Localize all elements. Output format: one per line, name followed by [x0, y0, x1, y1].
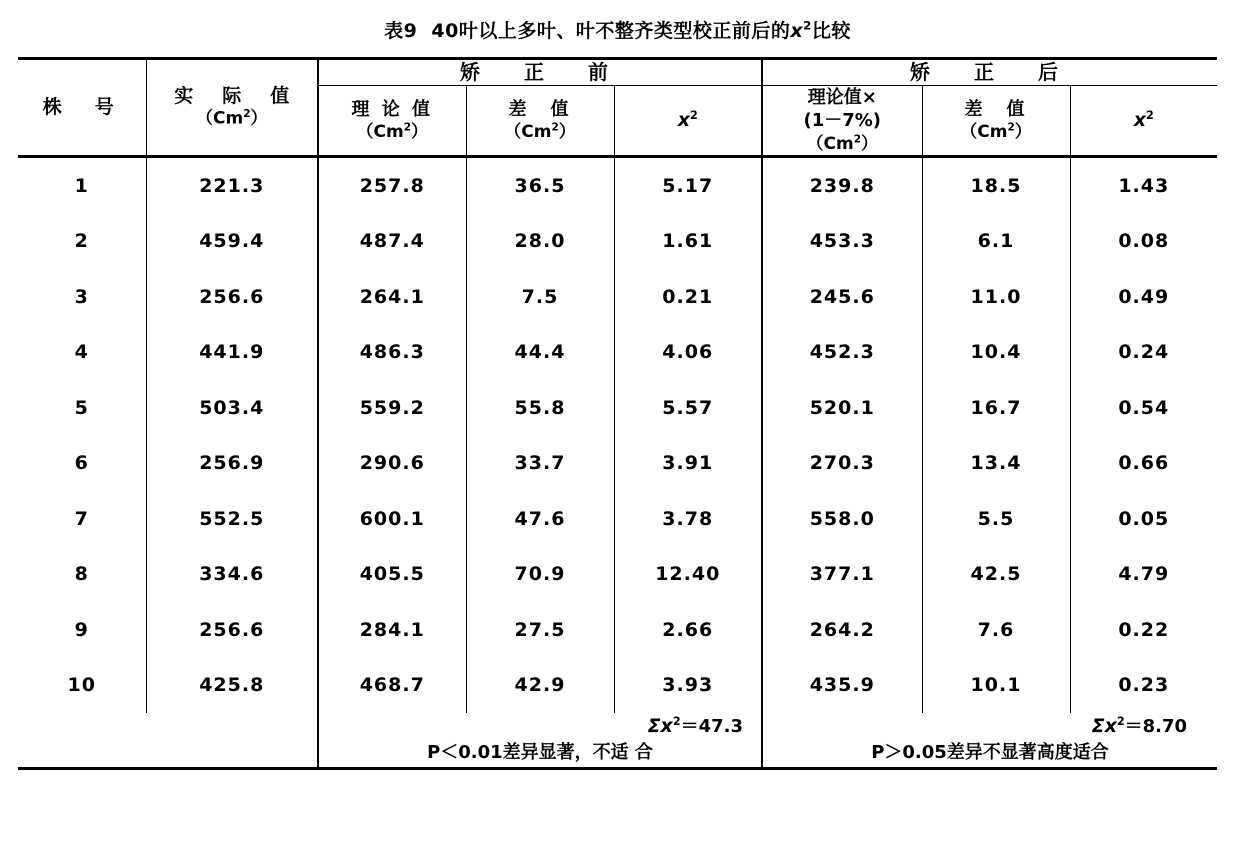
header-before-chi-sup: 2: [690, 109, 698, 123]
cell-no: 6: [74, 452, 89, 475]
header-before-theory-unit-a: （Cm: [356, 122, 404, 143]
cell-actual: 256.6: [146, 269, 318, 325]
cell-after_theory: 239.8: [762, 156, 922, 213]
cell-after_chi: 0.24: [1070, 324, 1217, 380]
header-after-diff-label: 差 值: [964, 98, 1028, 120]
header-after-chi-sup: 2: [1146, 109, 1154, 123]
footer-before-summary: [318, 713, 762, 768]
caption-number: 表9: [384, 20, 418, 42]
cell-after_chi: 0.23: [1070, 657, 1217, 713]
header-before-diff-label: 差 值: [508, 98, 572, 120]
cell-before_theory: 405.5: [318, 546, 466, 602]
cell-before_diff: 28.0: [466, 213, 614, 269]
cell-actual: 221.3: [146, 156, 318, 213]
cell-after_diff: 18.5: [922, 156, 1070, 213]
cell-after_theory: 453.3: [762, 213, 922, 269]
header-after-diff-unit-a: （Cm: [960, 122, 1008, 143]
cell-after_chi: 0.49: [1070, 269, 1217, 325]
header-actual-unit-sup: 2: [243, 108, 251, 121]
header-group-after: 矫 正 后: [762, 59, 1217, 86]
cell-after_diff: 7.6: [922, 602, 1070, 658]
cell-no: 1: [18, 156, 146, 213]
table-row: [18, 546, 1217, 602]
cell-no: 3: [74, 285, 89, 308]
table-foot: [18, 713, 1217, 768]
cell-before_diff: 70.9: [466, 546, 614, 602]
table-caption: [18, 0, 1217, 57]
table-row: [18, 491, 1217, 547]
footer-after-sum: [763, 713, 1217, 741]
cell-before_chi: 0.21: [614, 269, 762, 325]
cell-before_chi: 2.66: [614, 602, 762, 658]
header-actual-value: [146, 59, 318, 157]
cell-after_theory: 264.2: [762, 602, 922, 658]
table-row: [18, 269, 1217, 325]
header-before-diff: [466, 86, 614, 157]
cell-no: 7: [74, 507, 89, 530]
header-before-theory: [318, 86, 466, 157]
cell-before_diff: 47.6: [466, 491, 614, 547]
cell-before_chi: 12.40: [614, 546, 762, 602]
cell-before_diff: 7.5: [466, 269, 614, 325]
cell-before_theory: 257.8: [318, 156, 466, 213]
header-before-diff-unit-b: ）: [558, 122, 576, 143]
header-before-diff-unit-a: （Cm: [504, 122, 552, 143]
cell-after_theory: 245.6: [762, 269, 922, 325]
header-before-theory-unit-sup: 2: [403, 121, 412, 134]
cell-after_chi: 0.05: [1070, 491, 1217, 547]
footer-after-sum-value: ＝8.70: [1124, 715, 1188, 737]
header-after-diff-unit: [923, 121, 1070, 143]
cell-actual: 503.4: [146, 380, 318, 436]
cell-before_chi: 5.57: [614, 380, 762, 436]
cell-actual: 441.9: [146, 324, 318, 380]
header-actual-unit-b: ）: [250, 109, 268, 130]
cell-before_chi: 1.61: [614, 213, 762, 269]
cell-before_theory: 468.7: [318, 657, 466, 713]
footer-row: [18, 713, 1217, 768]
cell-before_theory: 600.1: [318, 491, 466, 547]
cell-after_chi: 0.66: [1070, 435, 1217, 491]
footer-after-summary: [762, 713, 1217, 768]
cell-before_theory: 290.6: [318, 435, 466, 491]
cell-actual: 552.5: [146, 491, 318, 547]
cell-after_chi: 4.79: [1070, 546, 1217, 602]
footer-before-sum-symbol: Σx: [647, 714, 673, 737]
footer-before-sum-sup: 2: [672, 714, 681, 728]
header-actual-unit: [147, 108, 318, 130]
cell-before_chi: 3.91: [614, 435, 762, 491]
header-after-theory-unit-a: （Cm: [806, 133, 854, 154]
header-after-theory: [762, 86, 922, 157]
caption-symbol-sup: 2: [803, 18, 812, 33]
table-row: [18, 156, 1217, 213]
table-head: [18, 59, 1217, 157]
cell-before_diff: 27.5: [466, 602, 614, 658]
footer-before-sum: [319, 713, 761, 741]
table-row: [18, 324, 1217, 380]
table-row: [18, 657, 1217, 713]
footer-after-note: P＞0.05差异不显著高度适合: [871, 742, 1109, 764]
cell-no: 9: [74, 618, 89, 641]
header-before-diff-unit-sup: 2: [551, 121, 559, 134]
cell-no: 8: [74, 563, 89, 586]
cell-before_chi: 4.06: [614, 324, 762, 380]
header-before-theory-label: 理 论 值: [351, 98, 434, 120]
cell-before_theory: 559.2: [318, 380, 466, 436]
table-row: [18, 213, 1217, 269]
caption-text-tail: 比较: [811, 20, 851, 42]
cell-no: 10: [67, 674, 96, 697]
cell-before_theory: 486.3: [318, 324, 466, 380]
table-row: [18, 380, 1217, 436]
cell-after_chi: 0.22: [1070, 602, 1217, 658]
cell-after_theory: 270.3: [762, 435, 922, 491]
cell-after_diff: 13.4: [922, 435, 1070, 491]
footer-before-note: P＜0.01差异显著，不适 合: [427, 742, 653, 764]
header-after-theory-unit-b: ）: [861, 133, 879, 154]
header-after-chi: [1070, 86, 1217, 157]
footer-before-sum-value: ＝47.3: [680, 715, 743, 737]
header-after-diff: [922, 86, 1070, 157]
header-after-chi-symbol: x: [1133, 109, 1147, 132]
cell-after_diff: 10.1: [922, 657, 1070, 713]
footer-spacer: [18, 713, 318, 768]
cell-after_theory: 377.1: [762, 546, 922, 602]
cell-after_diff: 6.1: [922, 213, 1070, 269]
header-after-diff-unit-sup: 2: [1007, 121, 1015, 134]
header-after-theory-unit-sup: 2: [853, 133, 862, 146]
header-after-theory-label: 理论值×: [807, 87, 877, 108]
cell-after_theory: 558.0: [762, 491, 922, 547]
cell-after_chi: 0.54: [1070, 380, 1217, 436]
cell-before_diff: 55.8: [466, 380, 614, 436]
table-body: [18, 156, 1217, 713]
cell-before_diff: 42.9: [466, 657, 614, 713]
footer-after-sum-symbol: Σx: [1091, 714, 1117, 737]
caption-symbol: x: [790, 20, 804, 42]
cell-after_diff: 10.4: [922, 324, 1070, 380]
cell-before_theory: 284.1: [318, 602, 466, 658]
cell-no: 2: [74, 230, 89, 253]
cell-after_theory: 520.1: [762, 380, 922, 436]
comparison-table: [18, 57, 1217, 770]
cell-after_diff: 16.7: [922, 380, 1070, 436]
header-row-group: [18, 59, 1217, 86]
header-after-diff-unit-b: ）: [1014, 122, 1032, 143]
cell-after_diff: 5.5: [922, 491, 1070, 547]
cell-no: 4: [74, 341, 89, 364]
cell-actual: 256.6: [146, 602, 318, 658]
cell-before_diff: 33.7: [466, 435, 614, 491]
caption-text: 40叶以上多叶、叶不整齐类型校正前后的: [431, 20, 791, 42]
cell-before_diff: 44.4: [466, 324, 614, 380]
cell-before_chi: 5.17: [614, 156, 762, 213]
header-actual-unit-a: （Cm: [195, 109, 244, 130]
header-before-theory-unit-b: ）: [411, 122, 429, 143]
header-after-theory-unit: [763, 133, 922, 155]
cell-after_chi: 1.43: [1070, 156, 1217, 213]
header-group-before: 矫 正 前: [318, 59, 762, 86]
cell-after_chi: 0.08: [1070, 213, 1217, 269]
cell-before_chi: 3.78: [614, 491, 762, 547]
cell-no: 5: [74, 396, 89, 419]
cell-before_theory: 487.4: [318, 213, 466, 269]
cell-before_chi: 3.93: [614, 657, 762, 713]
cell-actual: 334.6: [146, 546, 318, 602]
table-row: [18, 435, 1217, 491]
header-actual-label: 实 际 值: [174, 84, 295, 107]
header-before-theory-unit: [319, 121, 466, 143]
header-before-chi: [614, 86, 762, 157]
header-strain-no: 株 号: [18, 59, 146, 157]
header-after-theory-factor: (1－7%): [803, 110, 882, 132]
cell-after_theory: 435.9: [762, 657, 922, 713]
cell-actual: 425.8: [146, 657, 318, 713]
cell-after_diff: 42.5: [922, 546, 1070, 602]
footer-after-sum-sup: 2: [1116, 714, 1125, 728]
cell-actual: 256.9: [146, 435, 318, 491]
cell-before_diff: 36.5: [466, 156, 614, 213]
cell-after_diff: 11.0: [922, 269, 1070, 325]
header-before-chi-symbol: x: [677, 109, 690, 132]
cell-actual: 459.4: [146, 213, 318, 269]
table-row: [18, 602, 1217, 658]
header-before-diff-unit: [467, 121, 614, 143]
cell-after_theory: 452.3: [762, 324, 922, 380]
cell-before_theory: 264.1: [318, 269, 466, 325]
